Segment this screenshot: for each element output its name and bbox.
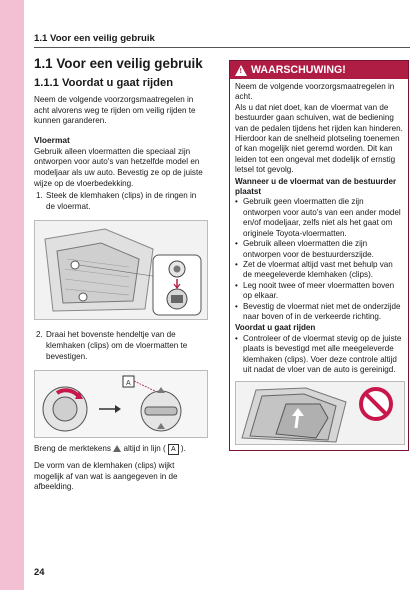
step-1-number: 1. bbox=[36, 191, 43, 201]
list-item: • Leg nooit twee of meer vloermatten boven op elkaar. bbox=[235, 281, 403, 302]
step-1-text: Steek de klemhaken (clips) in de ringen in de vloermat. bbox=[46, 191, 197, 211]
manual-page bbox=[24, 0, 416, 590]
page-edge-tab bbox=[0, 0, 24, 590]
page-number: 24 bbox=[34, 566, 45, 577]
list-item: • Gebruik alleen vloermatten die zijn ontworpen voor de bestuurderszijde. bbox=[235, 239, 403, 260]
warning-subheading-before-driving: Voordat u gaat rijden bbox=[235, 323, 316, 333]
step-1 bbox=[34, 191, 206, 212]
step-2 bbox=[34, 330, 206, 362]
left-column bbox=[34, 56, 206, 493]
warning-intro-1: Neem de volgende voorzorgsmaatregelen in acht. bbox=[235, 82, 395, 102]
step-2-text: Draai het bovenste hendeltje van de klemhaken (clips) om de vloermatten te bevestigen. bbox=[46, 330, 188, 361]
callout-label-a: A bbox=[126, 380, 131, 388]
subsection-title: 1.1.1 Voordat u gaat rijden bbox=[34, 77, 174, 89]
placement-bullet-list bbox=[235, 197, 403, 322]
floor-mat-heading: Vloermat bbox=[34, 134, 70, 145]
warning-header bbox=[230, 61, 408, 79]
caption-text-pre: Breng de merktekens bbox=[34, 444, 111, 454]
floor-mat-paragraph: Gebruik alleen vloermatten die speciaal zijn ontworpen voor auto's van hetzelfde model en modeljaar als uw auto. Bevestig ze op de juiste wijze op de vloerbedekking. bbox=[34, 146, 203, 188]
section-title: 1.1 Voor een veilig gebruik bbox=[34, 56, 203, 71]
list-item: • Bevestig de vloermat niet met de onderzijde naar boven of in de verkeerde richting. bbox=[235, 302, 403, 323]
intro-paragraph: Neem de volgende voorzorgsmaatregelen in acht alvorens weg te rijden om veilig rijden te kunnen garanderen. bbox=[34, 95, 196, 126]
clip-rotation-illustration bbox=[34, 370, 208, 438]
stacked-mats-illustration bbox=[235, 381, 405, 445]
warning-triangle-icon bbox=[235, 65, 247, 76]
caption-text-mid: altijd in lijn ( bbox=[123, 444, 166, 454]
prohibited-icon bbox=[361, 389, 391, 419]
warning-subheading-placement: Wanneer u de vloermat van de bestuurder plaatst bbox=[235, 176, 397, 197]
alignment-triangle-icon bbox=[113, 445, 121, 452]
warning-body bbox=[230, 79, 408, 450]
right-column bbox=[229, 60, 409, 451]
list-item: • Gebruik geen vloermatten die zijn ontworpen voor auto's van een ander model en/of modeljaar, zelfs niet als het gaat om originele Toyota-vloermatten. bbox=[235, 197, 403, 239]
warning-box bbox=[229, 60, 409, 451]
running-head: 1.1 Voor een veilig gebruik bbox=[34, 33, 410, 48]
caption-text-post: ). bbox=[180, 444, 186, 454]
warning-title: WAARSCHUWING! bbox=[251, 64, 346, 76]
step-2-number: 2. bbox=[36, 330, 43, 340]
clip-shape-note: De vorm van de klemhaken (clips) wijkt mogelijk af van wat is aangegeven in de afbeelding. bbox=[34, 461, 178, 492]
warning-intro-2: Als u dat niet doet, kan de vloermat van de bestuurder gaan schuiven, wat de bediening van de pedalen tijdens het rijden kan hinderen. Hierdoor kan de snelheid plotseling toenemen of kan mogelijk niet geremd worden. Dit kan leiden tot een ongeval met dodelijk of ernstig letsel tot gevolg. bbox=[235, 102, 403, 175]
alignment-caption bbox=[34, 444, 206, 455]
list-item: • Zet de vloermat altijd vast met behulp van de meegeleverde klemhaken (clips). bbox=[235, 260, 403, 281]
floor-mat-clip-illustration bbox=[34, 220, 208, 320]
before-driving-bullet-list bbox=[235, 334, 403, 376]
list-item: • Controleer of de vloermat stevig op de juiste plaats is bevestigd met alle meegeleverde klemhaken (clips). Voer deze controle altijd uit nadat de vloer van de auto is gereinigd. bbox=[235, 334, 403, 376]
caption-label-a: A bbox=[168, 444, 179, 455]
